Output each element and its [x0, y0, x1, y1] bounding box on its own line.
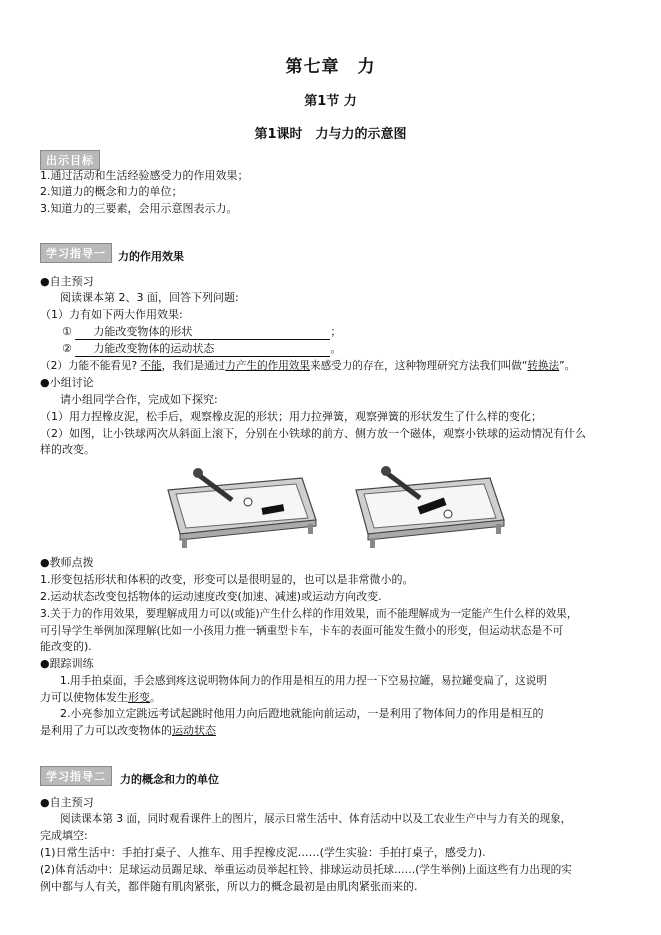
preview-text-3-cont: 例中都与人有关，都伴随有肌肉紧张，所以力的概念最初是由肌肉紧张而来的.	[40, 880, 418, 893]
training-item-1: 1.用手拍桌面，手会感到疼这说明物体间力的作用是相互的用力捏一下空易拉罐，易拉罐变扁了，这说明	[60, 675, 547, 687]
question-1: （1）力有如下两大作用效果:	[40, 308, 183, 321]
teacher-point-3: 3.关于力的作用效果，要理解成用力可以(或能)产生什么样的作用效果，而不能理解成为一定能产生什么样的效果，	[40, 608, 578, 620]
answer-a: 力能改变物体的形状	[75, 325, 330, 340]
q2-answer-1: 不能	[140, 360, 162, 372]
goal-item: 3.知道力的三要素，会用示意图表示力。	[40, 202, 238, 215]
teacher-point-3-cont: 可引导学生举例加深理解(比如一小孩用力推一辆重型卡车，卡车的表面可能发生微小的形变，但运动状态是不可	[40, 625, 564, 637]
question-2	[40, 359, 575, 373]
group-item-2-cont: 样的改变。	[40, 443, 95, 456]
group-intro: 请小组同学合作，完成如下探究:	[60, 393, 218, 406]
preview-text-1-cont: 完成填空:	[40, 829, 88, 842]
chapter-title: 第七章 力	[285, 57, 376, 77]
preview-text-2: (1)日常生活中：手拍打桌子、人推车、用手捏橡皮泥……(学生实验：手拍打桌子，感受力).	[40, 846, 486, 859]
preview-text-1: 阅读课本第 3 面，同时观看课件上的图片，展示日常生活中、体育活动中以及工农业生产中与力有关的现象，	[60, 813, 572, 825]
q2-text: ，我们是通过	[161, 360, 226, 372]
training-text: 。	[150, 691, 161, 704]
training-item-2: 2.小亮参加立定跳远考试起跳时他用力向后蹬地就能向前运动，一是利用了物体间力的作用是相互的	[60, 707, 544, 720]
training-heading: ●跟踪训练	[40, 657, 94, 670]
answer-b-number: ②	[62, 342, 72, 355]
q2-text: ”。	[559, 360, 576, 372]
guide1-title: 力的作用效果	[118, 250, 184, 263]
section-title: 第1节 力	[304, 94, 357, 109]
goal-item: 1.通过活动和生活经验感受力的作用效果；	[40, 169, 249, 182]
training-text: 是利用了力可以改变物体的	[40, 724, 172, 737]
preview-heading: ●自主预习	[40, 275, 94, 288]
teacher-point-3-end: 能改变的).	[40, 640, 92, 653]
guide1-badge: 学习指导一	[40, 243, 112, 263]
answer-a-end: ；	[330, 325, 342, 338]
figure-incline-magnet-front	[160, 460, 320, 548]
preview-heading-2: ●自主预习	[40, 796, 94, 809]
answer-b-row	[62, 342, 341, 357]
training-text: 力可以使物体发生	[40, 691, 128, 704]
teacher-heading: ●教师点拨	[40, 556, 94, 569]
training-item-2-cont	[40, 724, 216, 738]
group-item-2: （2）如图，让小铁球两次从斜面上滚下，分别在小铁球的前方、侧方放一个磁体，观察小铁球的运动情况有什么	[40, 427, 586, 440]
teacher-point-2: 2.运动状态改变包括物体的运动速度改变(加速、减速)或运动方向改变.	[40, 590, 382, 603]
training-answer: 运动状态	[172, 724, 216, 737]
group-item-1: （1）用力捏橡皮泥，松手后，观察橡皮泥的形状；用力拉弹簧，观察弹簧的形状发生了什么样的变化；	[40, 410, 542, 423]
group-heading: ●小组讨论	[40, 376, 94, 389]
training-item-1-cont	[40, 691, 161, 705]
guide2-badge: 学习指导二	[40, 766, 112, 786]
training-answer: 形变	[128, 691, 150, 704]
answer-a-row	[62, 325, 341, 340]
goal-item: 2.知道力的概念和力的单位；	[40, 185, 183, 198]
goals-badge: 出示目标	[40, 150, 100, 170]
preview-text-3: (2)体育活动中：足球运动员踢足球、举重运动员举起杠铃、排球运动员托球……(学生举例)上面这些有力出现的实	[40, 864, 572, 876]
answer-a-number: ①	[62, 325, 72, 338]
q2-text: （2）力能不能看见?	[40, 360, 141, 372]
lesson-title: 第1课时 力与力的示意图	[254, 127, 407, 142]
q2-text: 来感受力的存在，这种物理研究方法我们叫做“	[309, 360, 528, 372]
preview-intro: 阅读课本第 2、3 面，回答下列问题:	[60, 291, 239, 304]
answer-b-end: 。	[330, 342, 342, 355]
figure-incline-magnet-side	[348, 460, 508, 548]
teacher-point-1: 1.形变包括形状和体积的改变，形变可以是很明显的，也可以是非常微小的。	[40, 573, 414, 586]
guide2-title: 力的概念和力的单位	[120, 773, 219, 786]
q2-answer-3: 转换法	[527, 360, 560, 372]
answer-b: 力能改变物体的运动状态	[75, 342, 330, 357]
q2-answer-2: 力产生的作用效果	[225, 360, 310, 372]
